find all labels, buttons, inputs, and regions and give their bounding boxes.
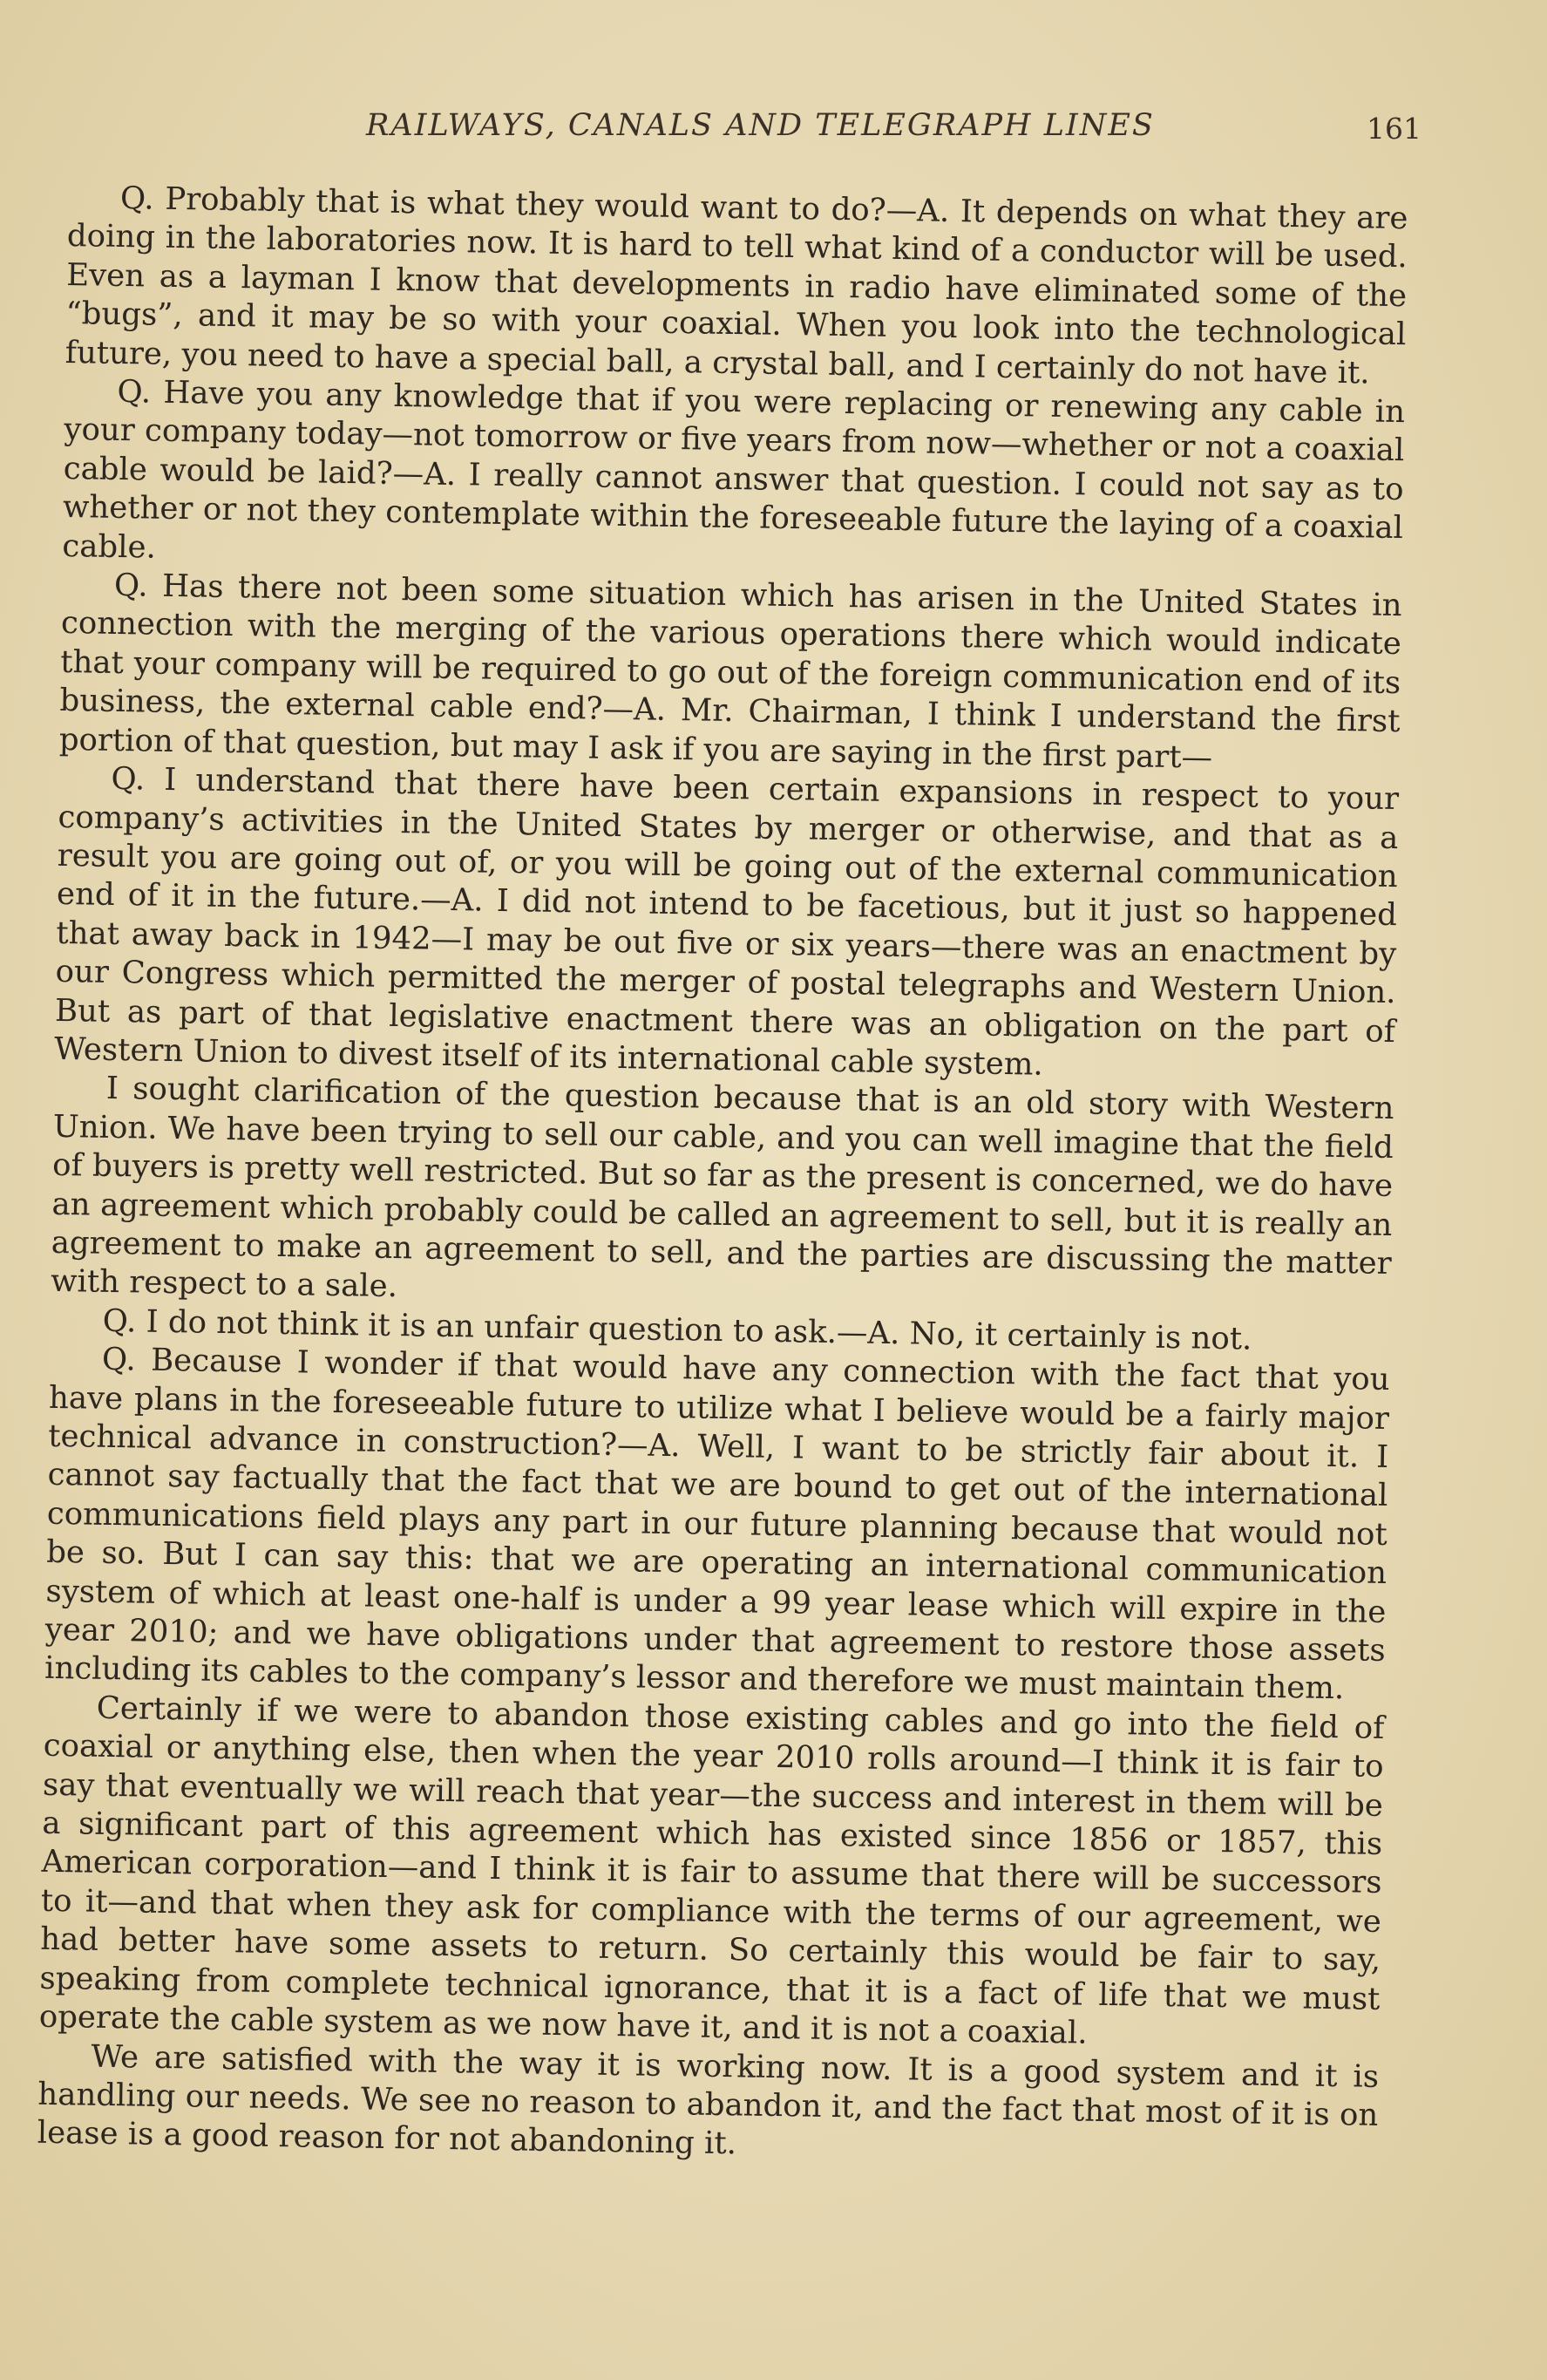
paragraph: I sought clarification of the question because that is an old story with Western Union. We have been trying to sell our cable, and you can well imagine that the field of buyers is pretty well restricted. But so far as the present is concerned, we do have an agreement which probably could be called an agreement to sell, but it is really an agreement to make an agreement to sell, and the parties are discussing the matter with respect to a sale. (50, 1071, 1394, 1305)
paragraph: Certainly if we were to abandon those existing cables and go into the field of coaxial or anything else, then when the year 2010 rolls around—I think it is fair to say that eventually we will reach that year—the success and interest in them will be a significant part of this agreement which has existed since 1856 or 1857, this American corporation—and I think it is fair to assume that there will be successors to it—and that when they ask for compliance with the terms of our agreement, we had better have some assets to return. So certainly this would be fair to say, speaking from complete technical ignorance, that it is a fact of life that we must operate the cable system as we now have it, and it is not a coaxial. (38, 1690, 1385, 2051)
paragraph: Q. I do not think it is an unfair question to ask.—A. No, it certainly is not. (102, 1302, 1252, 1357)
paragraph: Q. Probably that is what they would want to do?—A. It depends on what they are doing in the laboratories now. It is hard to tell what kind of a conductor will be used. Even as a layman I know that developments in radio have eliminated some of the “bugs”, and it may be so with your coaxial. When you look into the technological future, you need to have a special ball, a crystal ball, and I certainly do not have it. (64, 180, 1408, 391)
paragraph: Q. I understand that there have been certain expansions in respect to your company’s activities in the United States by merger or otherwise, and that as a result you are going out of, or you will be going out of the external communication end of it in the future.—A. I did not intend to be facetious, but it just so happened that away back in 1942—I may be out five or six years—there was an enactment by our Congress which permitted the merger of postal telegraphs and Western Union. But as part of that legislative enactment there was an obligation on the part of Western Union to divest itself of its international cable system. (53, 760, 1400, 1083)
page-header (0, 103, 1547, 155)
paragraph: Q. Has there not been some situation which has arisen in the United States in connection with the merging of the various operations there which would indicate that your company will be required to go out of the foreign communication end of its business, the external cable end?—A. Mr. Chairman, I think I understand the first portion of that question, but may I ask if you are saying in the first part— (58, 567, 1402, 776)
body-text (37, 179, 1408, 2174)
paragraph: Q. Because I wonder if that would have any connection with the fact that you have plans in the foreseeable future to utilize what I believe would be a fairly major technical advance in construction?—A. Well, I want to be strictly fair about it. I cannot say factually that the fact that we are bound to get out of the international communications field plays any part in our future planning because that would not be so. But I can say this: that we are operating an international communication system of which at least one-half is under a 99 year lease which will expire in the year 2010; and we have obligations under that agreement to restore those assets including its cables to the company’s lessor and therefore we must maintain them. (44, 1341, 1390, 1707)
paragraph: We are satisfied with the way it is working now. It is a good system and it is handling our needs. We see no reason to abandon it, and the fact that most of it is on lease is a good reason for not abandoning it. (37, 2038, 1380, 2162)
running-head: RAILWAYS, CANALS AND TELEGRAPH LINES (366, 108, 1155, 143)
page-number: 161 (1367, 112, 1421, 146)
paragraph: Q. Have you any knowledge that if you were replacing or renewing any cable in your company today—not tomorrow or five years from now—whether or not a coaxial cable would be laid?—A. I really cannot answer that question. I could not say as to whether or not they contemplate within the foreseeable future the laying of a coaxial cable. (62, 373, 1406, 566)
